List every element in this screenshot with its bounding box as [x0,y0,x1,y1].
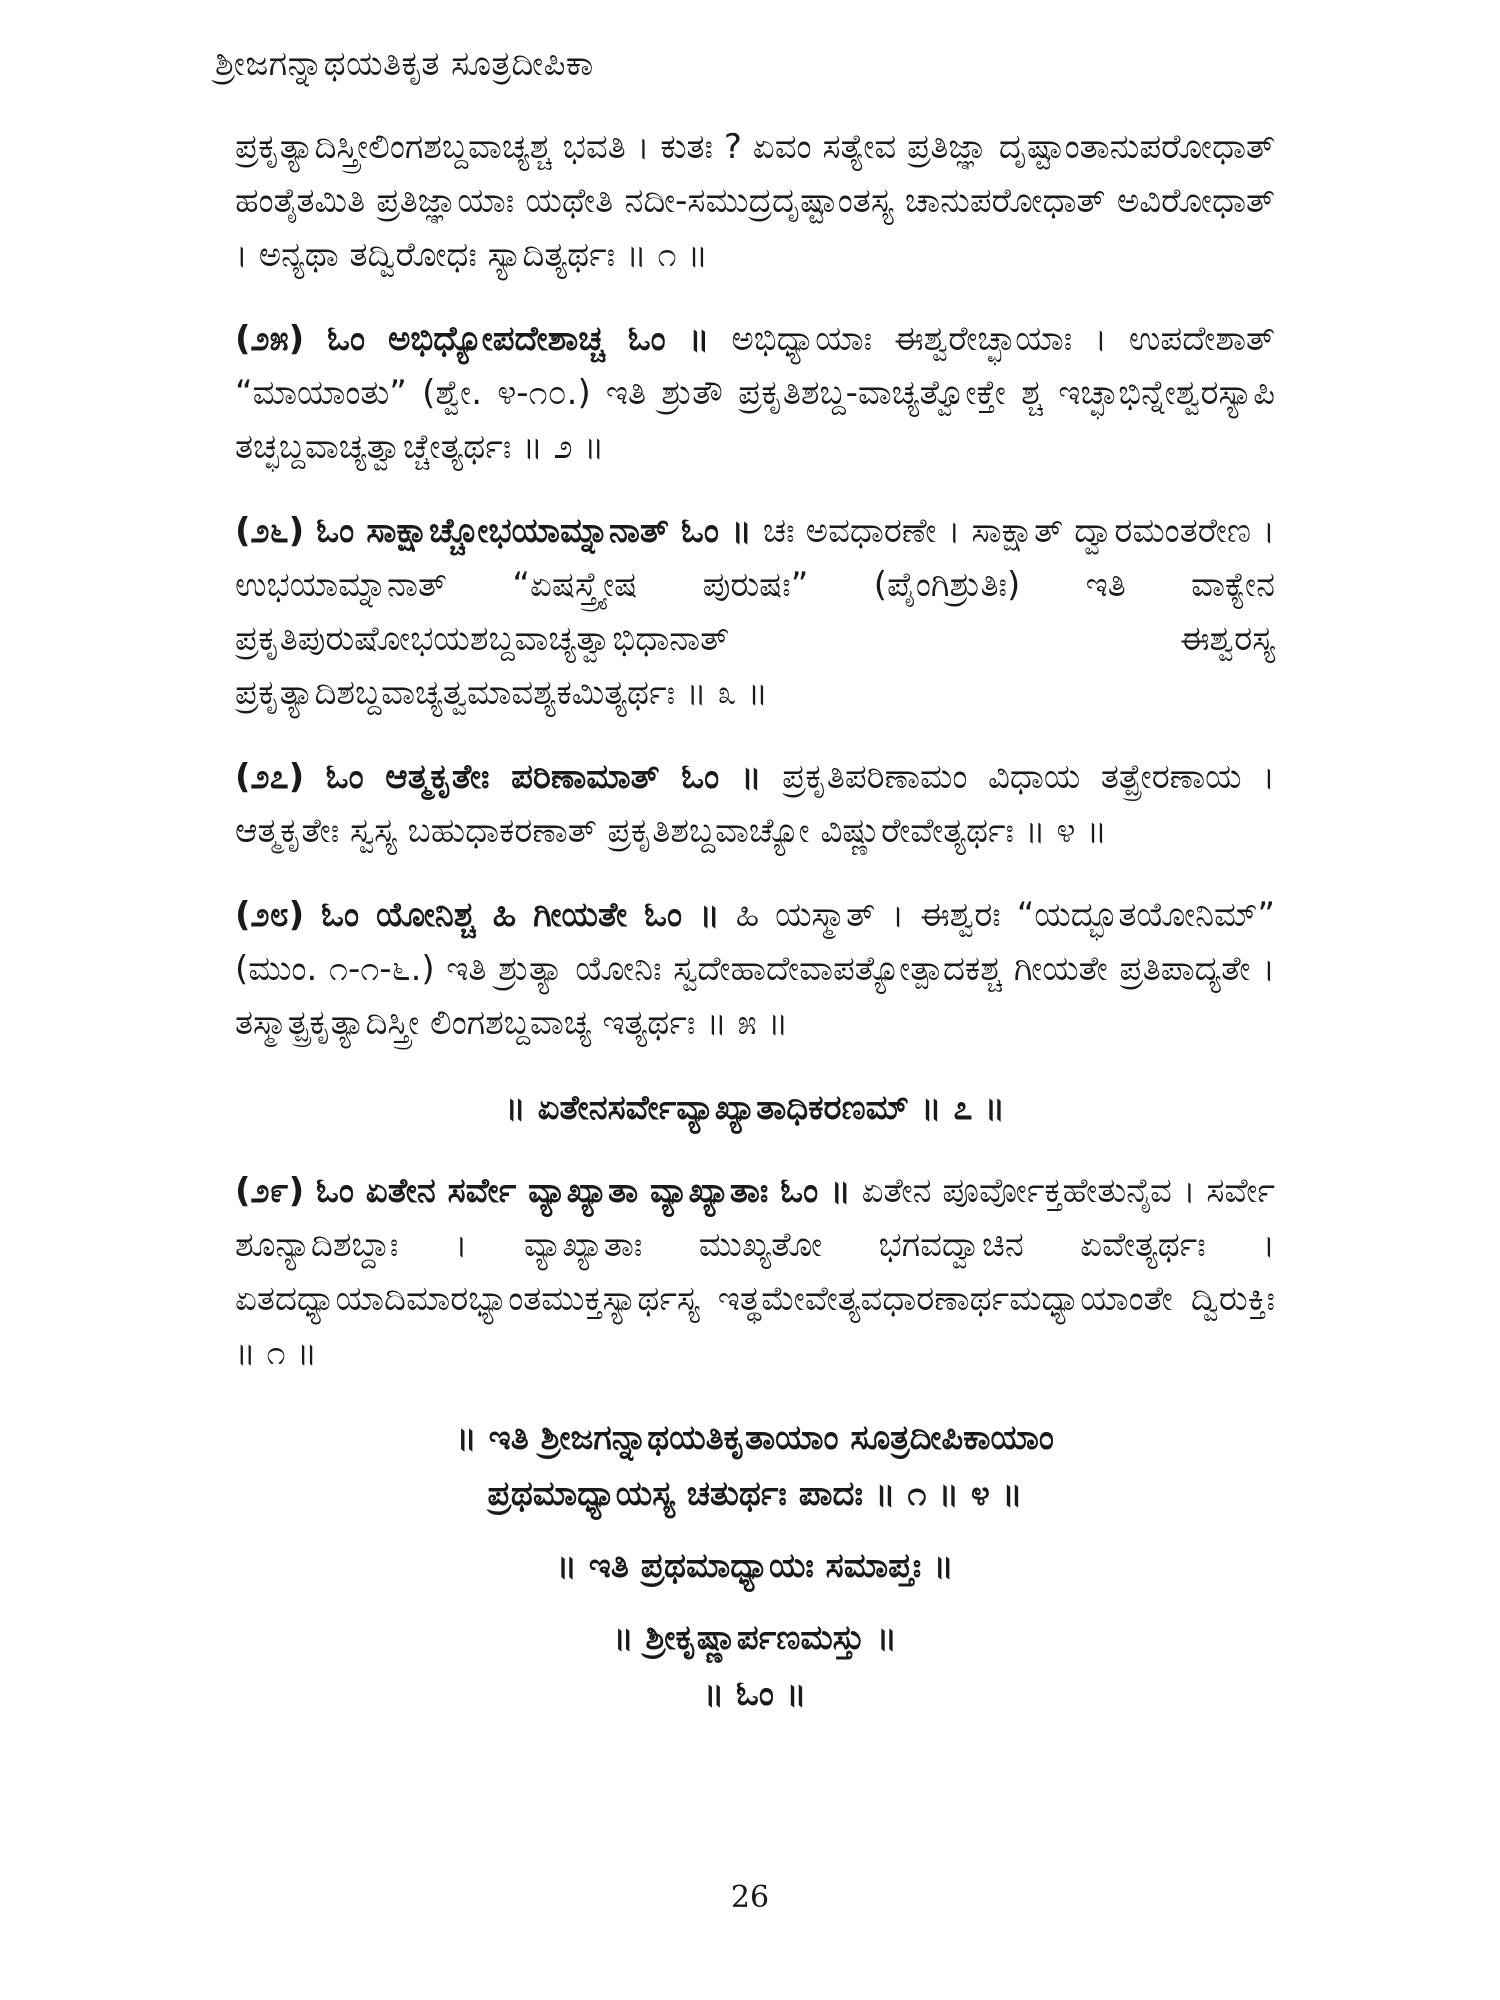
sutra-commentary: ಏತೇನ ಪೂರ್ವೋಕ್ತಹೇತುನೈವ । ಸರ್ವೇ ಶೂನ್ಯಾದಿಶಬ್ದಾಃ । ವ್ಯಾಖ್ಯಾತಾಃ ಮುಖ್ಯತೋ ಭಗವದ್ವಾಚಿನ ಏವೇತ್ಯರ್ಥಃ । ಏತದಧ್ಯಾಯಾದಿಮಾರಭ್ಯಾಂತಮುಕ್ತಸ್ಯಾರ್ಥಸ್ಯ ಇತ್ಥಮೇವೇತ್ಯವಧಾರಣಾರ್ಥಮಧ್ಯಾಯಾಂತೇ ದ್ವಿರುಕ್ತಿಃ ॥ ೧ ॥ [235,1171,1275,1373]
running-head: ಶ್ರೀಜಗನ್ನಾಥಯತಿಕೃತ ಸೂತ್ರದೀಪಿಕಾ [215,44,594,84]
colophon-line-4: ॥ ಶ್ರೀಕೃಷ್ಣಾರ್ಪಣಮಸ್ತು ॥ [612,1618,898,1658]
adhikarana-title: ॥ ಏತೇನಸರ್ವೇವ್ಯಾಖ್ಯಾತಾಧಿಕರಣಮ್ ॥ ೭ ॥ [505,1088,1005,1128]
sutra-29 [235,1164,1275,1380]
colophon-line-2: ಪ್ರಥಮಾಧ್ಯಾಯಸ್ಯ ಚತುರ್ಥಃ ಪಾದಃ ॥ ೧ ॥ ೪ ॥ [487,1474,1023,1514]
sutra-commentary: ಪ್ರಕೃತಿಪರಿಣಾಮಂ ವಿಧಾಯ ತತ್ಪ್ರೇರಣಾಯ । ಆತ್ಮಕೃತೇಃ ಸ್ವಸ್ಯ ಬಹುಧಾಕರಣಾತ್ ಪ್ರಕೃತಿಶಬ್ದವಾಚ್ಯೋ ವಿಷ್ಣುರೇವೇತ್ಯರ್ಥಃ ॥ ೪ ॥ [235,757,1276,851]
colophon-line-1: ॥ ಇತಿ ಶ್ರೀಜಗನ್ನಾಥಯತಿಕೃತಾಯಾಂ ಸೂತ್ರದೀಪಿಕಾಯಾಂ [456,1418,1054,1458]
paragraph-1 [235,120,1275,282]
sutra-heading: (೨೭) ಓಂ ಆತ್ಮಕೃತೇಃ ಪರಿಣಾಮಾತ್ ಓಂ ॥ [235,757,762,797]
colophon-line-5: ॥ ಓಂ ॥ [703,1674,807,1714]
sutra-commentary: ಹಿ ಯಸ್ಮಾತ್ । ಈಶ್ವರಃ “ಯದ್ಭೂತಯೋನಿಮ್” (ಮುಂ. ೧-೧-೬.) ಇತಿ ಶ್ರುತ್ಯಾ ಯೋನಿಃ ಸ್ವದೇಹಾದೇವಾಪತ್ಯೋತ್ಪಾದಕಶ್ಚ ಗೀಯತೇ ಪ್ರತಿಪಾದ್ಯತೇ । ತಸ್ಮಾತ್ಪ್ರಕೃತ್ಯಾದಿಸ್ತ್ರೀ ಲಿಂಗಶಬ್ದವಾಚ್ಯ ಇತ್ಯರ್ಥಃ ॥ ೫ ॥ [235,895,1275,1043]
colophon-line-3: ॥ ಇತಿ ಪ್ರಥಮಾಧ್ಯಾಯಃ ಸಮಾಪ್ತಃ ॥ [556,1546,954,1586]
sutra-heading: (೨೬) ಓಂ ಸಾಕ್ಷಾಚ್ಚೋಭಯಾಮ್ನಾನಾತ್ ಓಂ ॥ [235,511,752,551]
sutra-commentary: ಚಃ ಅವಧಾರಣೇ । ಸಾಕ್ಷಾತ್ ದ್ವಾರಮಂತರೇಣ । ಉಭಯಾಮ್ನಾನಾತ್ “ಏಷಸ್ತ್ರ್ಯೇಷ ಪುರುಷಃ” (ಪೈಂಗಿಶ್ರುತಿಃ) ಇತಿ ವಾಕ್ಯೇನ ಪ್ರಕೃತಿಪುರುಷೋಭಯಶಬ್ದವಾಚ್ಯತ್ವಾಭಿಧಾನಾತ್ ಈಶ್ವರಸ್ಯ ಪ್ರಕೃತ್ಯಾದಿಶಬ್ದವಾಚ್ಯತ್ವಮಾವಶ್ಯಕಮಿತ್ಯರ್ಥಃ ॥ ೩ ॥ [235,511,1275,713]
sutra-commentary: ಅಭಿಧ್ಯಾಯಾಃ ಈಶ್ವರೇಚ್ಛಾಯಾಃ । ಉಪದೇಶಾತ್ “ಮಾಯಾಂತು” (ಶ್ವೇ. ೪-೧೦.) ಇತಿ ಶ್ರುತೌ ಪ್ರಕೃತಿಶಬ್ದ-ವಾಚ್ಯತ್ವೋಕ್ತೇ ಶ್ಚ ಇಚ್ಛಾಭಿನ್ನೇಶ್ವರಸ್ಯಾಪಿ ತಚ್ಛಬ್ದವಾಚ್ಯತ್ವಾಚ್ಚೇತ್ಯರ್ಥಃ ॥ ೨ ॥ [235,319,1275,467]
sutra-27 [235,750,1275,858]
sutra-heading: (೨೫) ಓಂ ಅಭಿಧ್ಯೋಪದೇಶಾಚ್ಚ ಓಂ ॥ [235,319,710,359]
paragraph-text: ಪ್ರಕೃತ್ಯಾದಿಸ್ತ್ರೀಲಿಂಗಶಬ್ದವಾಚ್ಯಶ್ಚ ಭವತಿ । ಕುತಃ ? ಏವಂ ಸತ್ಯೇವ ಪ್ರತಿಜ್ಞಾ ದೃಷ್ಟಾಂತಾನುಪರೋಧಾತ್ ಹಂತೈತಮಿತಿ ಪ್ರತಿಜ್ಞಾಯಾಃ ಯಥೇತಿ ನದೀ-ಸಮುದ್ರದೃಷ್ಟಾಂತಸ್ಯ ಚಾನುಪರೋಧಾತ್ ಅವಿರೋಧಾತ್ । ಅನ್ಯಥಾ ತದ್ವಿರೋಧಃ ಸ್ಯಾದಿತ್ಯರ್ಥಃ ॥ ೧ ॥ [235,127,1275,275]
sutra-28 [235,888,1275,1050]
page-body [235,120,1275,1722]
sutra-25 [235,312,1275,474]
sutra-26 [235,504,1275,720]
page-number: 26 [730,1880,770,1915]
sutra-heading: (೨೯) ಓಂ ಏತೇನ ಸರ್ವೇ ವ್ಯಾಖ್ಯಾತಾ ವ್ಯಾಖ್ಯಾತಾಃ ಓಂ ॥ [235,1171,851,1211]
sutra-heading: (೨೮) ಓಂ ಯೋನಿಶ್ಚ ಹಿ ಗೀಯತೇ ಓಂ ॥ [235,895,720,935]
